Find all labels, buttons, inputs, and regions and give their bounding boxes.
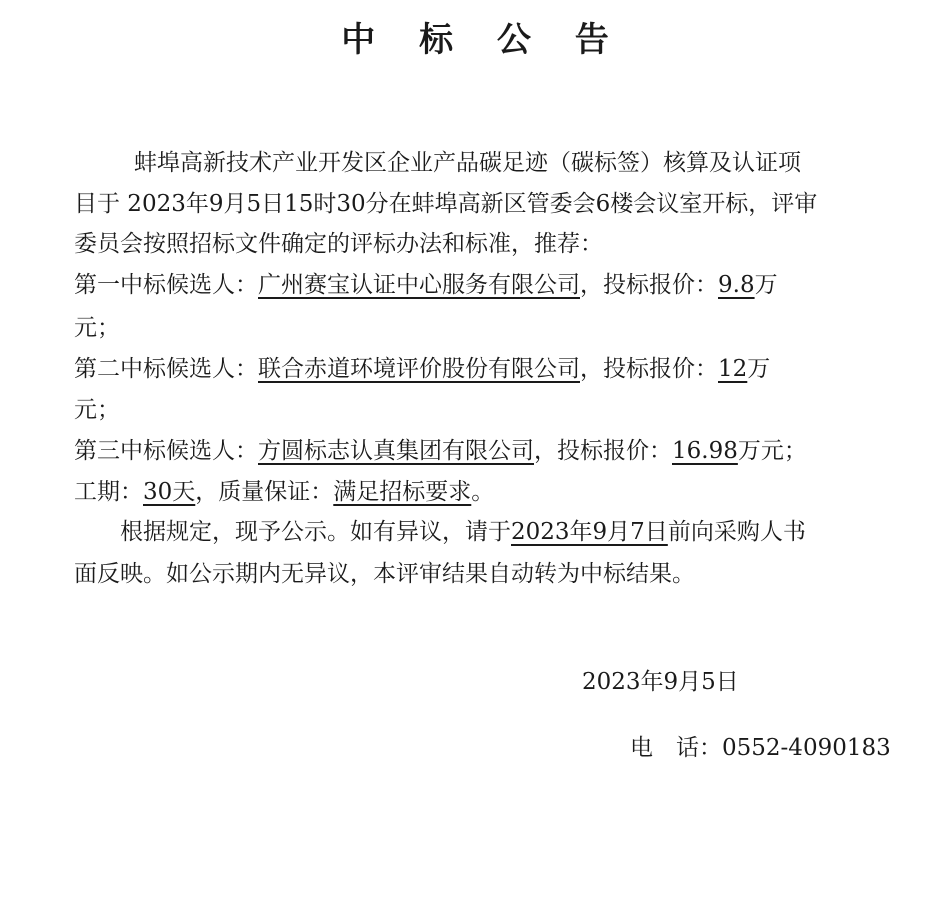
candidate-2-company: 联合赤道环境评价股份有限公司 (258, 356, 580, 382)
period-days: 30天 (143, 479, 196, 505)
candidate-2-tail: 元； (74, 397, 120, 423)
candidate-1: 第一中标候选人：广州赛宝认证中心服务有限公司，投标报价：9.8万 (74, 272, 778, 298)
candidate-3-price: 16.98 (672, 438, 738, 464)
page-title: 中 标 公 告 (341, 20, 625, 60)
quality-requirement: 满足招标要求 (333, 479, 472, 505)
period-line: 工期：30天，质量保证：满足招标要求。 (74, 479, 495, 505)
candidate-3: 第三中标候选人：方圆标志认真集团有限公司，投标报价：16.98万元； (74, 438, 807, 464)
notice-line-1: 根据规定，现予公示。如有异议，请于2023年9月7日前向采购人书 (120, 519, 806, 545)
intro-line-3: 委员会按照招标文件确定的评标办法和标准，推荐： (74, 231, 603, 257)
candidate-2-price: 12 (718, 356, 748, 382)
candidate-3-company: 方圆标志认真集团有限公司 (258, 438, 534, 464)
announcement-date: 2023年9月5日 (582, 669, 739, 695)
intro-line-2: 目于 2023年9月5日15时30分在蚌埠高新区管委会6楼会议室开标，评审 (74, 191, 818, 217)
notice-line-2: 面反映。如公示期内无异议，本评审结果自动转为中标结果。 (74, 561, 695, 587)
objection-deadline: 2023年9月7日 (511, 519, 668, 545)
candidate-1-tail: 元； (74, 315, 120, 341)
intro-line-1: 蚌埠高新技术产业开发区企业产品碳足迹（碳标签）核算及认证项 (134, 150, 801, 176)
candidate-1-company: 广州赛宝认证中心服务有限公司 (258, 272, 580, 298)
candidate-1-price: 9.8 (718, 272, 755, 298)
candidate-2: 第二中标候选人：联合赤道环境评价股份有限公司，投标报价：12万 (74, 356, 771, 382)
contact-phone: 电 话：0552-4090183 (630, 735, 891, 761)
